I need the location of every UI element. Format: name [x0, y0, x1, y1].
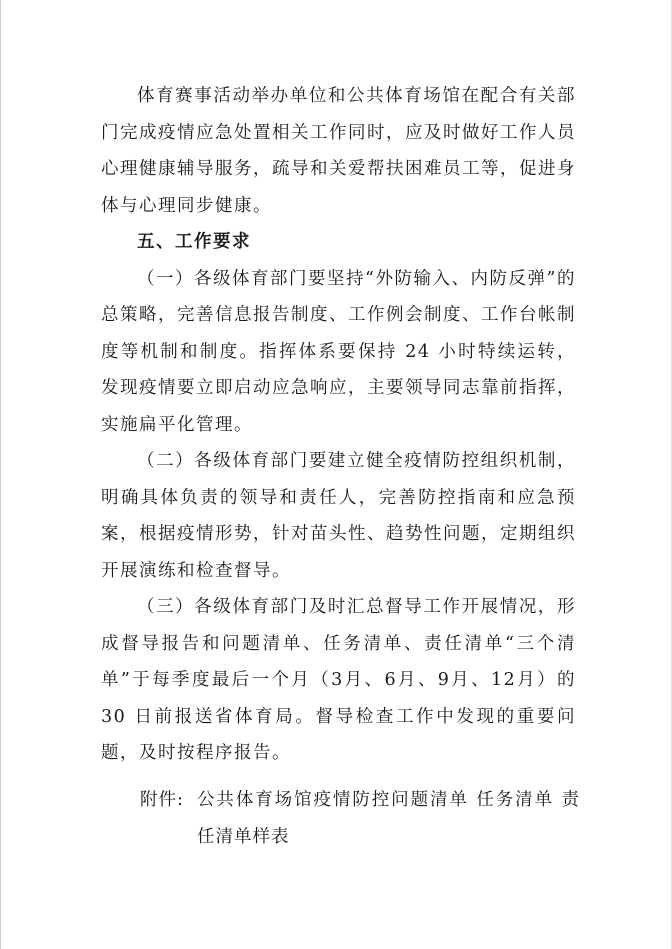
paragraph-requirement-2: （二）各级体育部门要建立健全疫情防控组织机制，明确具体负责的领导和责任人，完善防控指南和应急预案，根据疫情形势，针对苗头性、趋势性问题，定期组织开展演练和检查督导。 — [101, 451, 576, 581]
paragraph-psychological-health: 体育赛事活动举办单位和公共体育场馆在配合有关部门完成疫情应急处置相关工作同时，应及时做好工作人员心理健康辅导服务，疏导和关爱帮扶困难员工等，促进身体与心理同步健康。 — [101, 86, 576, 216]
section-heading-work-requirements: 五、工作要求 — [137, 232, 251, 252]
paragraph-requirement-3: （三）各级体育部门及时汇总督导工作开展情况，形成督导报告和问题清单、任务清单、责任清单“三个清单”于每季度最后一个月（3月、6月、9月、12月）的 30 日前报送省体育局。督导检查工作中发现的重要问题，及时按程序报告。 — [101, 597, 576, 763]
attachment-label: 附件: — [140, 790, 184, 810]
attachment-note — [140, 782, 580, 855]
document-body — [101, 78, 576, 772]
paragraph-requirement-1: （一）各级体育部门要坚持“外防输入、内防反弹”的总策略，完善信息报告制度、工作例会制度、工作台帐制度等机制和制度。指挥体系要保持 24 小时特续运转，发现疫情要立即启动应急响应，主要领导同志靠前指挥，实施扁平化管理。 — [101, 268, 576, 435]
attachment-title: 公共体育场馆疫情防控问题清单 任务清单 责任清单样表 — [197, 790, 580, 847]
